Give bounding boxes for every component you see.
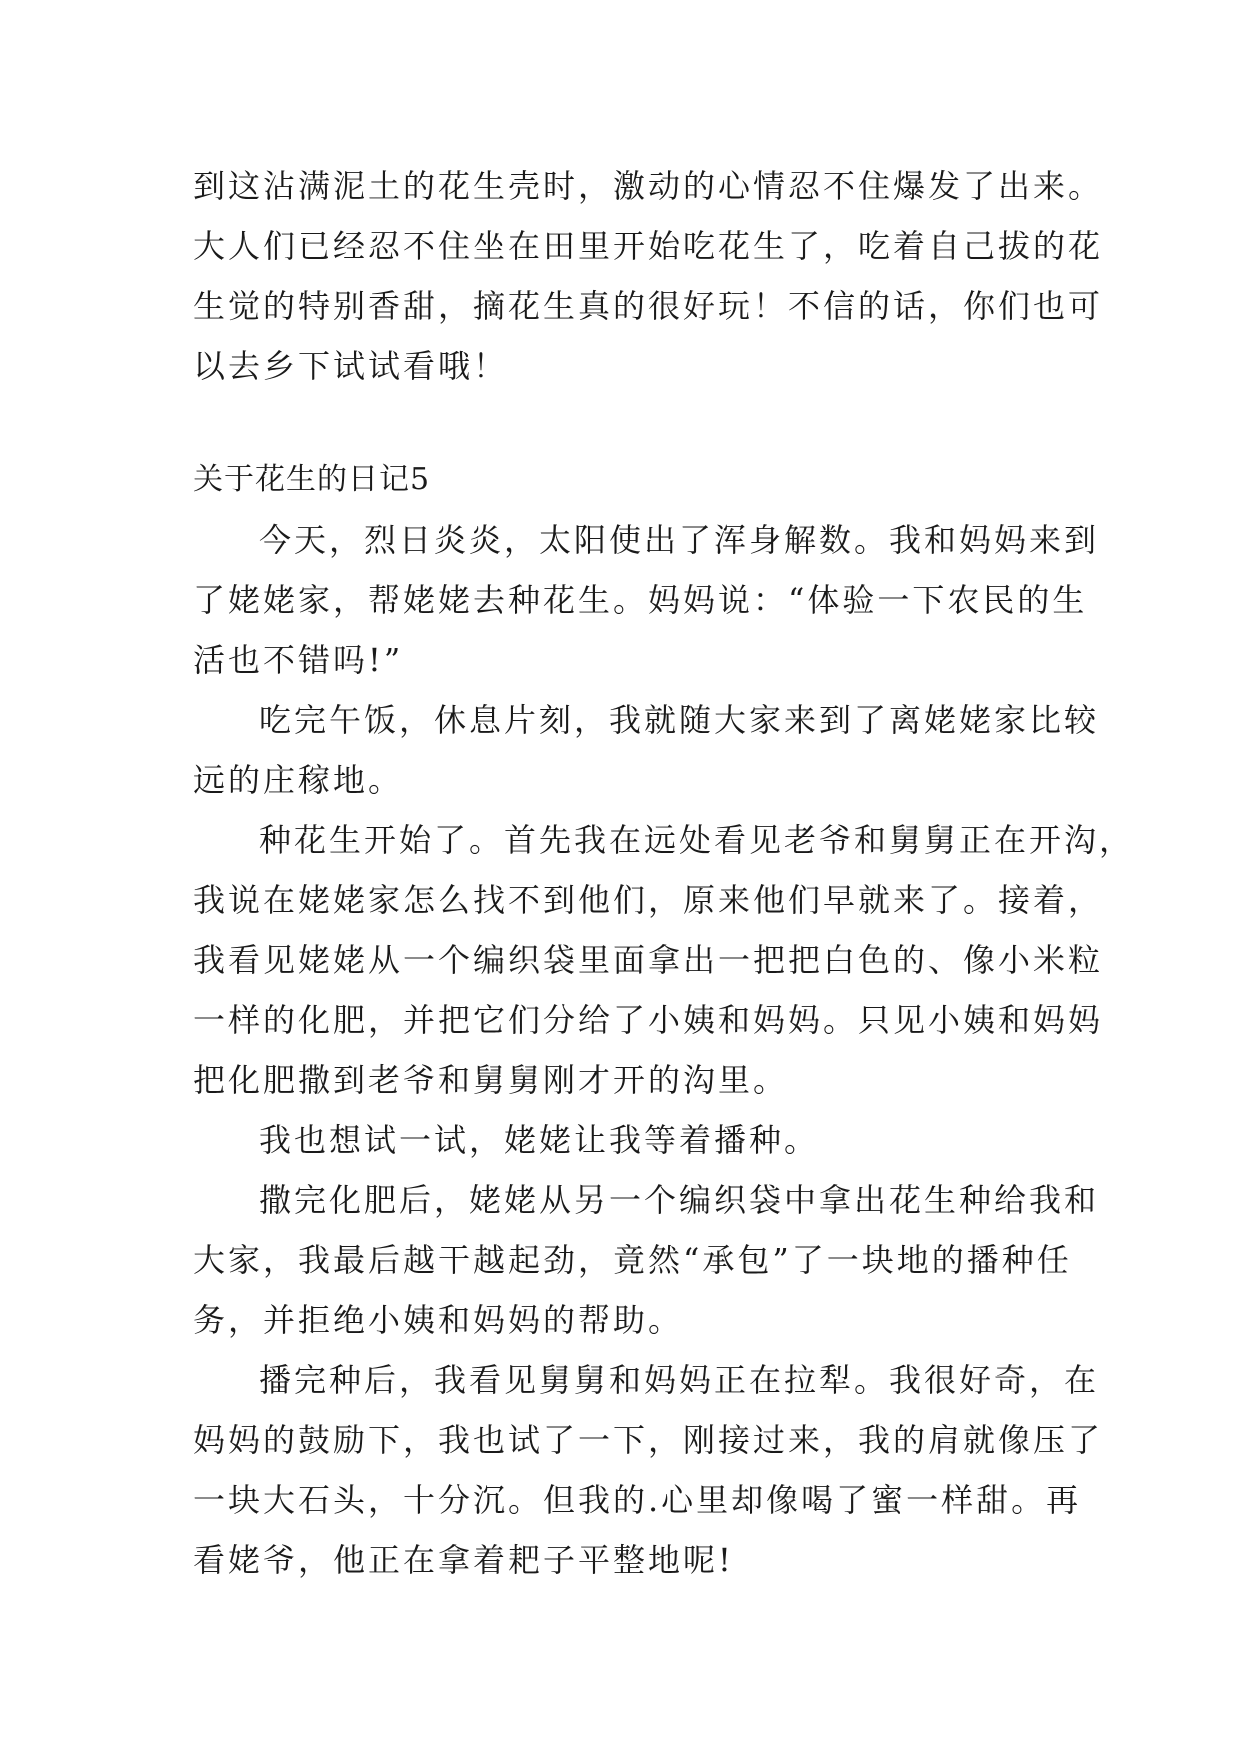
text-line: 播完种后，我看见舅舅和妈妈正在拉犁。我很好奇，在 [259,1361,1100,1399]
text-line: 大人们已经忍不住坐在田里开始吃花生了，吃着自己拔的花 [193,227,1104,265]
text-line: 我也想试一试，姥姥让我等着播种。 [259,1121,820,1159]
paragraph-3 [193,810,1135,1110]
text-line: 务，并拒绝小姨和妈妈的帮助。 [193,1301,684,1339]
text-line: 一块大石头，十分沉。但我的.心里却像喝了蜜一样甜。再 [193,1481,1082,1519]
text-line: 我说在姥姥家怎么找不到他们，原来他们早就来了。接着， [193,881,1104,919]
text-line: 今天，烈日炎炎，太阳使出了浑身解数。我和妈妈来到 [259,521,1100,559]
text-line: 看姥爷，他正在拿着耙子平整地呢! [193,1541,734,1579]
paragraph-1 [193,510,1100,690]
text-line: 活也不错吗!” [193,641,404,679]
paragraph-5 [193,1170,1100,1350]
text-line: 了姥姥家，帮姥姥去种花生。妈妈说：“体验一下农民的生 [193,581,1088,619]
text-line: 到这沾满泥土的花生壳时，激动的心情忍不住爆发了出来。 [193,167,1104,205]
text-line: 把化肥撒到老爷和舅舅刚才开的沟里。 [193,1061,789,1099]
text-line: 吃完午饭，休息片刻，我就随大家来到了离姥姥家比较 [259,701,1100,739]
intro-paragraph [193,156,1104,396]
text-line: 一样的化肥，并把它们分给了小姨和妈妈。只见小姨和妈妈 [193,1001,1104,1039]
text-line: 以去乡下试试看哦！ [193,347,509,385]
text-line: 生觉的特别香甜，摘花生真的很好玩！不信的话，你们也可 [193,287,1104,325]
paragraph-4 [193,1110,1073,1170]
text-line: 远的庄稼地。 [193,761,404,799]
section-title: 关于花生的日记5 [193,462,431,497]
text-line: 撒完化肥后，姥姥从另一个编织袋中拿出花生种给我和 [259,1181,1100,1219]
paragraph-6 [193,1350,1104,1590]
document-page [193,156,1135,1590]
text-line: 我看见姥姥从一个编织袋里面拿出一把把白色的、像小米粒 [193,941,1104,979]
text-line: 种花生开始了。首先我在远处看见老爷和舅舅正在开沟， [259,821,1135,859]
text-line: 妈妈的鼓励下，我也试了一下，刚接过来，我的肩就像压了 [193,1421,1104,1459]
text-line: 大家，我最后越干越起劲，竟然“承包”了一块地的播种任 [193,1241,1072,1279]
paragraph-2 [193,690,1100,810]
